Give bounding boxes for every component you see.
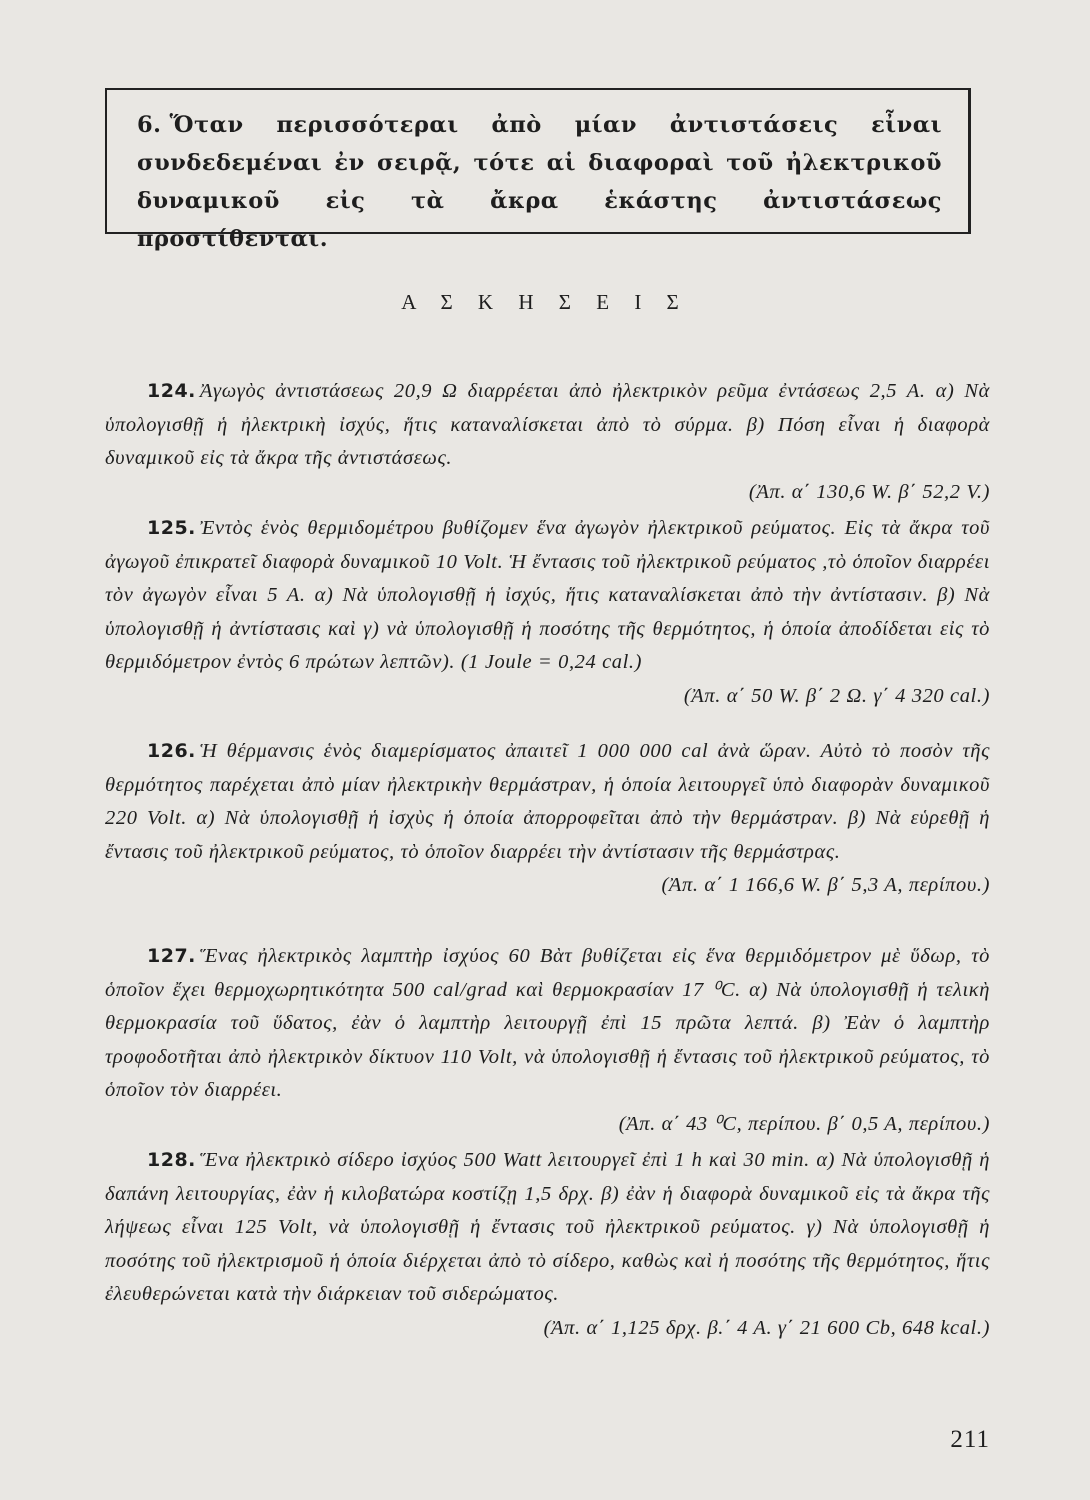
exercise-128 [105, 1144, 990, 1345]
exercise-125 [105, 512, 990, 713]
exercise-answer: (Ἀπ. α΄ 50 W. β΄ 2 Ω. γ΄ 4 320 cal.) [683, 684, 990, 707]
exercise-number: 126. [147, 740, 196, 762]
exercise-text: Ἀγωγὸς ἀντιστάσεως 20,9 Ω διαρρέεται ἀπὸ ἠλεκτρικὸν ρεῦμα ἐντάσεως 2,5 Α. α) Νὰ ὑπολογισθῇ ἡ ἠλεκτρικὴ ἰσχύς, ἥτις καταναλίσκεται ἀπὸ τὸ σύρμα. β) Πόση εἶναι ἡ διαφορὰ δυναμικοῦ εἰς τὰ ἄκρα τῆς ἀντιστάσεως. [105, 380, 990, 469]
exercise-answer: (Ἀπ. α΄ 1 166,6 W. β΄ 5,3 Α, περίπου.) [661, 874, 990, 896]
exercise-number: 128. [147, 1149, 196, 1171]
exercise-answer: (Ἀπ. α΄ 130,6 W. β΄ 52,2 V.) [748, 480, 990, 503]
exercise-text: Ἕνα ἠλεκτρικὸ σίδερο ἰσχύος 500 Watt λειτουργεῖ ἐπὶ 1 h καὶ 30 min. α) Νὰ ὑπολογισθῇ ἡ δαπάνη λειτουργίας, ἐὰν ἡ κιλοβατώρα κοστίζῃ 1,5 δρχ. β) ἐὰν ἡ διαφορὰ δυναμικοῦ εἰς τὰ ἄκρα τῆς λήψεως εἶναι 125 Volt, νὰ ὑπολογισθῇ ἡ ἔντασις τοῦ ἠλεκτρικοῦ ρεύματος. γ) Νὰ ὑπολογισθῇ ἡ ποσότης τοῦ ἠλεκτρισμοῦ ἡ ὁποία διέρχεται ἀπὸ τὸ σίδερο, καθὼς καὶ ἡ ποσότης τῆς θερμότητος, ἥτις ἐλευθερώνεται κατὰ τὴν διάρκειαν τοῦ σιδερώματος. [105, 1149, 990, 1305]
exercise-127 [105, 940, 990, 1141]
exercise-text: Ἡ θέρμανσις ἑνὸς διαμερίσματος ἀπαιτεῖ 1 000 000 cal ἀνὰ ὥραν. Αὐτὸ τὸ ποσὸν τῆς θερμότητος παρέχεται ἀπὸ μίαν ἠλεκτρικὴν θερμάστραν, ἡ ὁποία λειτουργεῖ ὑπὸ διαφορὰν δυναμικοῦ 220 Volt. α) Νὰ ὑπολογισθῇ ἡ ἰσχὺς ἡ ὁποία ἀπορροφεῖται ἀπὸ τὴν θερμάστραν. β) Νὰ εὑρεθῇ ἡ ἔντασις τοῦ ἠλεκτρικοῦ ρεύματος, τὸ ὁποῖον διαρρέει τὴν ἀντίστασιν τῆς θερμάστρας. [105, 740, 990, 863]
exercise-text: Ἕνας ἠλεκτρικὸς λαμπτὴρ ἰσχύος 60 Βὰτ βυθίζεται εἰς ἕνα θερμιδόμετρον μὲ ὕδωρ, τὸ ὁποῖον ἔχει θερμοχωρητικότητα 500 cal/grad καὶ θερμοκρασίαν 17 ⁰C. α) Νὰ ὑπολογισθῇ ἡ τελικὴ θερμοκρασία τοῦ ὕδατος, ἐὰν ὁ λαμπτὴρ λειτουργῇ ἐπὶ 15 πρῶτα λεπτά. β) Ἐὰν ὁ λαμπτὴρ τροφοδοτῆται ἀπὸ ἠλεκτρικὸν δίκτυον 110 Volt, νὰ ὑπολογισθῇ ἡ ἔντασις τοῦ ἠλεκτρικοῦ ρεύματος, τὸ ὁποῖον τὸν διαρρέει. [105, 945, 990, 1101]
rule-text: Ὅταν περισσότεραι ἀπὸ μίαν ἀντιστάσεις εἶναι συνδεδεμέναι ἐν σειρᾷ, τότε αἱ διαφοραὶ τοῦ ἠλεκτρικοῦ δυναμικοῦ εἰς τὰ ἄκρα ἑκάστης ἀντιστάσεως προστίθενται. [137, 112, 942, 252]
exercise-number: 124. [147, 380, 196, 402]
exercise-answer: (Ἀπ. α΄ 1,125 δρχ. β.΄ 4 Α. γ΄ 21 600 Cb, 648 kcal.) [543, 1316, 990, 1339]
page-number: 211 [950, 1426, 990, 1453]
exercise-124 [105, 375, 990, 509]
rule-box [105, 88, 971, 252]
exercise-text: Ἐντὸς ἑνὸς θερμιδομέτρου βυθίζομεν ἕνα ἀγωγὸν ἠλεκτρικοῦ ρεύματος. Εἰς τὰ ἄκρα τοῦ ἀγωγοῦ ἐπικρατεῖ διαφορὰ δυναμικοῦ 10 Volt. Ἡ ἔντασις τοῦ ἠλεκτρικοῦ ρεύματος ,τὸ ὁποῖον διαρρέει τὸν ἀγωγὸν εἶναι 5 Α. α) Νὰ ὑπολογισθῇ ἡ ἰσχύς, ἥτις καταναλίσκεται ἀπὸ τὴν ἀντίστασιν. β) Νὰ ὑπολογισθῇ ἡ ἀντίστασις καὶ γ) νὰ ὑπολογισθῇ ἡ ποσότης τῆς θερμότητος, ἡ ὁποία ἀποδίδεται εἰς τὸ θερμιδόμετρον ἐντὸς 6 πρώτων λεπτῶν). (1 Joule = 0,24 cal.) [105, 517, 990, 673]
exercise-number: 125. [147, 517, 196, 539]
exercise-126 [105, 735, 990, 903]
section-heading: Α Σ Κ Η Σ Ε Ι Σ [401, 290, 689, 314]
exercise-answer: (Ἀπ. α΄ 43 ⁰C, περίπου. β΄ 0,5 Α, περίπου.) [618, 1112, 990, 1135]
rule-number: 6. [137, 112, 162, 138]
exercise-number: 127. [147, 945, 196, 967]
